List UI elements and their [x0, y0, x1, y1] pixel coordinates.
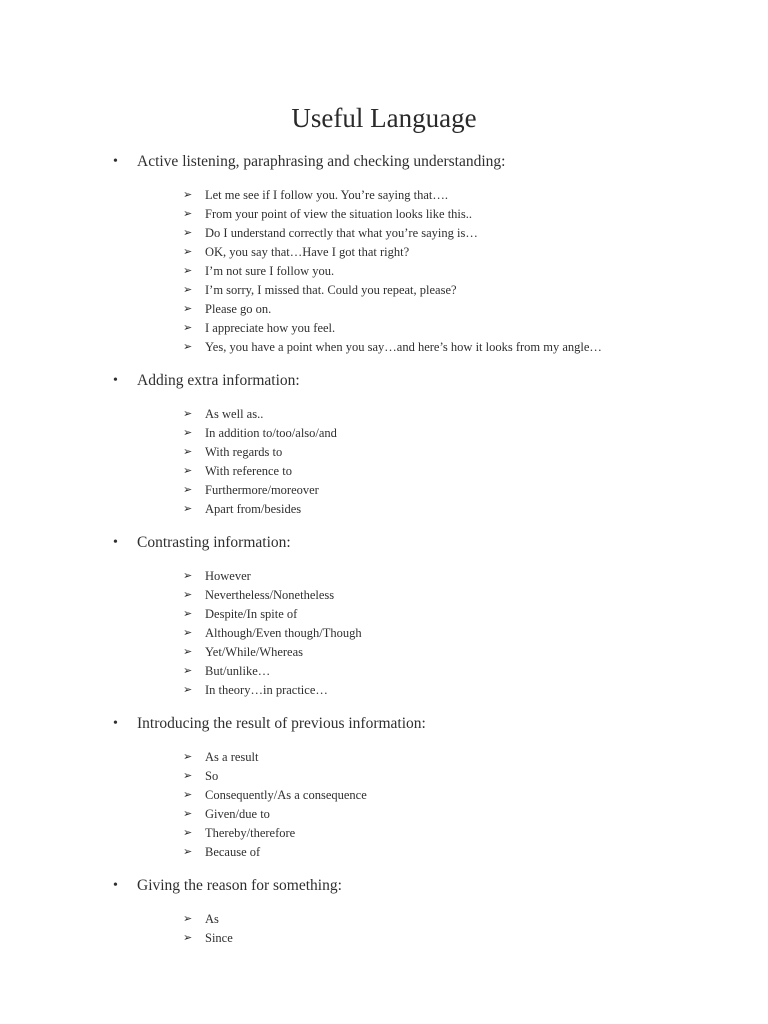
- list-item: [0, 319, 768, 338]
- list-item: [0, 262, 768, 281]
- list-item: [0, 662, 768, 681]
- arrowhead-bullet-icon: ➢: [183, 246, 193, 258]
- arrowhead-bullet-icon: ➢: [183, 913, 193, 925]
- list-item-text: Furthermore/moreover: [205, 483, 319, 497]
- section-heading: [0, 533, 768, 553]
- arrowhead-bullet-icon: ➢: [183, 208, 193, 220]
- arrowhead-bullet-icon: ➢: [183, 665, 193, 677]
- arrowhead-bullet-icon: ➢: [183, 341, 193, 353]
- list-item-text: I’m not sure I follow you.: [205, 264, 335, 278]
- list-item: [0, 424, 768, 443]
- bullet-icon: •: [113, 716, 118, 731]
- list-item-text: With reference to: [205, 464, 292, 478]
- list-item-text: Thereby/therefore: [205, 826, 296, 840]
- arrowhead-bullet-icon: ➢: [183, 827, 193, 839]
- list-item: [0, 300, 768, 319]
- section-heading-text: Contrasting information:: [137, 534, 291, 551]
- bullet-icon: •: [113, 154, 118, 169]
- arrowhead-bullet-icon: ➢: [183, 265, 193, 277]
- arrowhead-bullet-icon: ➢: [183, 589, 193, 601]
- list-item: [0, 843, 768, 862]
- list-item-text: Although/Even though/Though: [205, 626, 362, 640]
- list-item: [0, 243, 768, 262]
- item-list: [0, 748, 768, 862]
- list-item: [0, 624, 768, 643]
- arrowhead-bullet-icon: ➢: [183, 189, 193, 201]
- list-item: [0, 405, 768, 424]
- section: [0, 876, 768, 948]
- list-item-text: So: [205, 769, 219, 783]
- list-item-text: Since: [205, 931, 233, 945]
- arrowhead-bullet-icon: ➢: [183, 684, 193, 696]
- list-item: [0, 643, 768, 662]
- list-item-text: Consequently/As a consequence: [205, 788, 367, 802]
- section-heading-text: Giving the reason for something:: [137, 877, 342, 894]
- list-item: [0, 338, 768, 357]
- list-item: [0, 205, 768, 224]
- arrowhead-bullet-icon: ➢: [183, 846, 193, 858]
- arrowhead-bullet-icon: ➢: [183, 303, 193, 315]
- arrowhead-bullet-icon: ➢: [183, 808, 193, 820]
- list-item: [0, 567, 768, 586]
- list-item-text: In addition to/too/also/and: [205, 426, 337, 440]
- arrowhead-bullet-icon: ➢: [183, 227, 193, 239]
- sections-container: [0, 152, 768, 948]
- list-item: [0, 443, 768, 462]
- arrowhead-bullet-icon: ➢: [183, 627, 193, 639]
- arrowhead-bullet-icon: ➢: [183, 284, 193, 296]
- list-item: [0, 481, 768, 500]
- list-item: [0, 186, 768, 205]
- list-item-text: From your point of view the situation looks like this..: [205, 207, 472, 221]
- list-item-text: OK, you say that…Have I got that right?: [205, 245, 410, 259]
- section-heading-text: Active listening, paraphrasing and checking understanding:: [137, 153, 506, 170]
- list-item-text: Despite/In spite of: [205, 607, 298, 621]
- bullet-icon: •: [113, 373, 118, 388]
- bullet-icon: •: [113, 878, 118, 893]
- list-item-text: Yes, you have a point when you say…and here’s how it looks from my angle…: [205, 340, 602, 354]
- section-heading: [0, 371, 768, 391]
- section: [0, 533, 768, 700]
- arrowhead-bullet-icon: ➢: [183, 484, 193, 496]
- list-item-text: Let me see if I follow you. You’re saying that….: [205, 188, 449, 202]
- list-item: [0, 929, 768, 948]
- section: [0, 152, 768, 357]
- list-item: [0, 767, 768, 786]
- arrowhead-bullet-icon: ➢: [183, 751, 193, 763]
- list-item-text: In theory…in practice…: [205, 683, 328, 697]
- list-item-text: Given/due to: [205, 807, 270, 821]
- item-list: [0, 910, 768, 948]
- list-item: [0, 605, 768, 624]
- section: [0, 371, 768, 519]
- list-item-text: With regards to: [205, 445, 283, 459]
- list-item: [0, 586, 768, 605]
- section: [0, 714, 768, 862]
- list-item-text: Do I understand correctly that what you’re saying is…: [205, 226, 478, 240]
- section-heading: [0, 714, 768, 734]
- arrowhead-bullet-icon: ➢: [183, 503, 193, 515]
- list-item-text: Apart from/besides: [205, 502, 302, 516]
- arrowhead-bullet-icon: ➢: [183, 646, 193, 658]
- page-title: Useful Language: [291, 103, 477, 133]
- list-item: [0, 462, 768, 481]
- section-heading: [0, 152, 768, 172]
- section-heading-text: Adding extra information:: [137, 372, 300, 389]
- list-item: [0, 281, 768, 300]
- arrowhead-bullet-icon: ➢: [183, 408, 193, 420]
- arrowhead-bullet-icon: ➢: [183, 570, 193, 582]
- arrowhead-bullet-icon: ➢: [183, 608, 193, 620]
- arrowhead-bullet-icon: ➢: [183, 322, 193, 334]
- item-list: [0, 186, 768, 357]
- list-item-text: I’m sorry, I missed that. Could you repeat, please?: [205, 283, 457, 297]
- list-item: [0, 910, 768, 929]
- list-item: [0, 805, 768, 824]
- bullet-icon: •: [113, 535, 118, 550]
- list-item-text: However: [205, 569, 251, 583]
- section-heading: [0, 876, 768, 896]
- list-item-text: As a result: [205, 750, 259, 764]
- item-list: [0, 567, 768, 700]
- arrowhead-bullet-icon: ➢: [183, 446, 193, 458]
- arrowhead-bullet-icon: ➢: [183, 770, 193, 782]
- list-item: [0, 786, 768, 805]
- list-item: [0, 748, 768, 767]
- list-item-text: As well as..: [205, 407, 264, 421]
- list-item-text: As: [205, 912, 219, 926]
- list-item-text: But/unlike…: [205, 664, 271, 678]
- arrowhead-bullet-icon: ➢: [183, 932, 193, 944]
- item-list: [0, 405, 768, 519]
- list-item: [0, 500, 768, 519]
- list-item: [0, 224, 768, 243]
- section-heading-text: Introducing the result of previous information:: [137, 715, 426, 732]
- list-item-text: Yet/While/Whereas: [205, 645, 304, 659]
- arrowhead-bullet-icon: ➢: [183, 465, 193, 477]
- list-item-text: Please go on.: [205, 302, 272, 316]
- arrowhead-bullet-icon: ➢: [183, 789, 193, 801]
- list-item-text: Because of: [205, 845, 261, 859]
- list-item: [0, 824, 768, 843]
- list-item-text: I appreciate how you feel.: [205, 321, 336, 335]
- list-item-text: Nevertheless/Nonetheless: [205, 588, 335, 602]
- arrowhead-bullet-icon: ➢: [183, 427, 193, 439]
- list-item: [0, 681, 768, 700]
